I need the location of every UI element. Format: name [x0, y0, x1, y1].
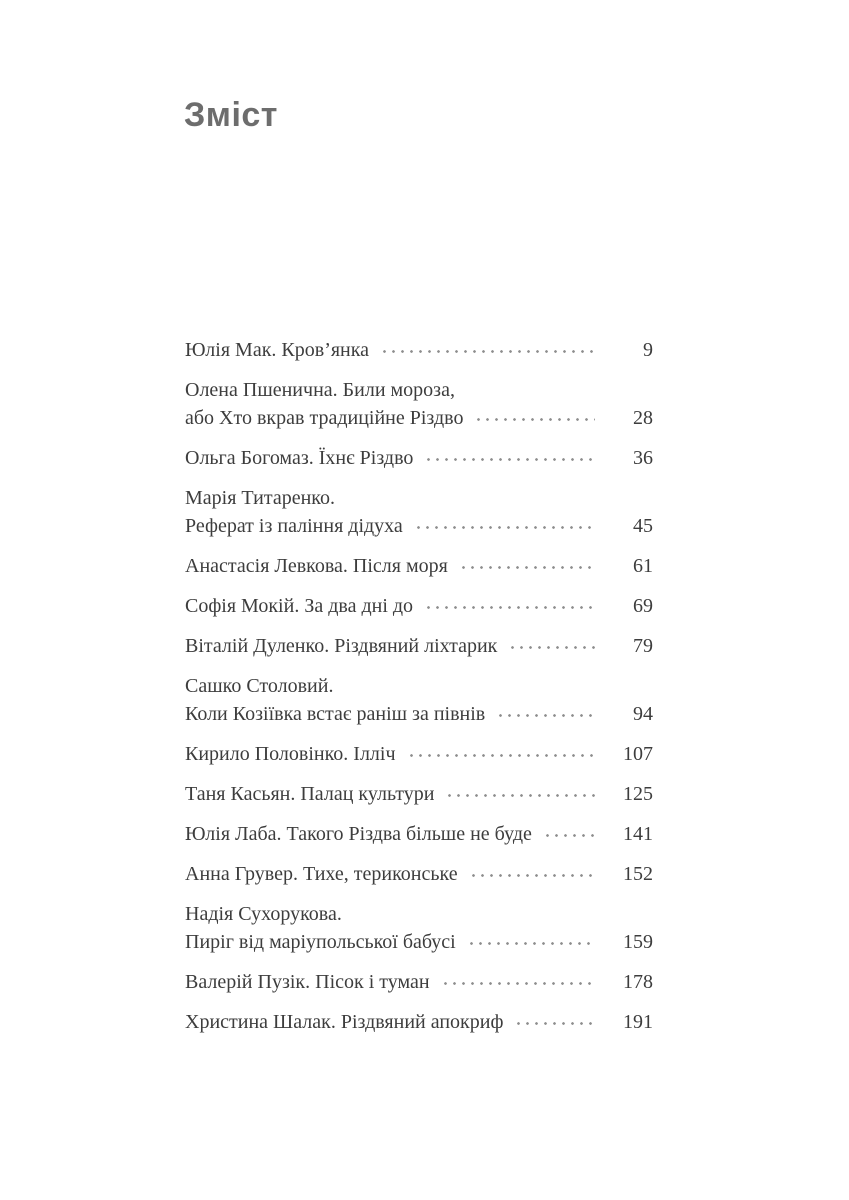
toc-entry-line: [185, 780, 653, 808]
toc-entry-text: Реферат із паління дідуха: [185, 515, 403, 537]
dot-leader: [444, 982, 595, 985]
toc-entry-text: Надія Сухорукова.: [185, 903, 342, 925]
toc-entry: [185, 780, 653, 808]
toc-entry-line: [185, 928, 653, 956]
toc-entry-text: Христина Шалак. Різдвяний апокриф: [185, 1011, 504, 1033]
toc-entry: [185, 632, 653, 660]
dot-leader: [427, 458, 595, 461]
page-number: 141: [623, 823, 653, 845]
dot-leader: [410, 754, 595, 757]
dot-leader: [448, 794, 595, 797]
page-title: Зміст: [184, 96, 278, 134]
page-number: 178: [623, 971, 653, 993]
page-number: 69: [633, 595, 653, 617]
table-of-contents: [185, 336, 653, 1048]
dot-leader: [477, 418, 595, 421]
toc-entry-line: [185, 404, 653, 432]
toc-entry-line: [185, 860, 653, 888]
toc-entry-line: [185, 552, 653, 580]
page-number: 125: [623, 783, 653, 805]
toc-entry: [185, 1008, 653, 1036]
toc-entry: [185, 900, 653, 956]
toc-entry-line: [185, 484, 653, 512]
toc-entry-text: Таня Касьян. Палац культури: [185, 783, 435, 805]
toc-entry-line: [185, 968, 653, 996]
toc-entry-line: [185, 336, 653, 364]
toc-entry-text: Анастасія Левкова. Після моря: [185, 555, 448, 577]
toc-entry-line: [185, 592, 653, 620]
toc-entry-line: [185, 900, 653, 928]
toc-entry: [185, 336, 653, 364]
toc-entry-text: Валерій Пузік. Пісок і туман: [185, 971, 430, 993]
toc-entry: [185, 968, 653, 996]
page-number: 152: [623, 863, 653, 885]
toc-entry-text: Пиріг від маріупольської бабусі: [185, 931, 456, 953]
toc-entry-text: або Хто вкрав традиційне Різдво: [185, 407, 464, 429]
toc-entry: [185, 592, 653, 620]
toc-entry: [185, 820, 653, 848]
dot-leader: [546, 834, 595, 837]
page-number: 107: [623, 743, 653, 765]
dot-leader: [517, 1022, 595, 1025]
toc-entry-text: Коли Козіївка встає раніш за півнів: [185, 703, 486, 725]
toc-entry-text: Юлія Лаба. Такого Різдва більше не буде: [185, 823, 532, 845]
toc-entry: [185, 484, 653, 540]
page-number: 94: [633, 703, 653, 725]
page-number: 36: [633, 447, 653, 469]
toc-entry-text: Юлія Мак. Кров’янка: [185, 339, 370, 361]
toc-entry-text: Сашко Столовий.: [185, 675, 334, 697]
toc-entry-line: [185, 512, 653, 540]
dot-leader: [511, 646, 595, 649]
dot-leader: [462, 566, 595, 569]
toc-entry-text: Софія Мокій. За два дні до: [185, 595, 414, 617]
page-number: 45: [633, 515, 653, 537]
dot-leader: [499, 714, 595, 717]
toc-entry-text: Марія Титаренко.: [185, 487, 335, 509]
toc-entry-text: Кирило Половінко. Ілліч: [185, 743, 396, 765]
dot-leader: [383, 350, 595, 353]
toc-entry: [185, 740, 653, 768]
dot-leader: [427, 606, 595, 609]
toc-entry: [185, 444, 653, 472]
dot-leader: [417, 526, 595, 529]
page-number: 28: [633, 407, 653, 429]
toc-entry-text: Анна Грувер. Тихе, териконське: [185, 863, 458, 885]
page-number: 61: [633, 555, 653, 577]
toc-entry: [185, 672, 653, 728]
dot-leader: [470, 942, 595, 945]
toc-entry-text: Віталій Дуленко. Різдвяний ліхтарик: [185, 635, 498, 657]
toc-entry-line: [185, 820, 653, 848]
page-number: 159: [623, 931, 653, 953]
toc-entry-line: [185, 672, 653, 700]
toc-entry-line: [185, 444, 653, 472]
toc-entry-line: [185, 632, 653, 660]
page-number: 79: [633, 635, 653, 657]
toc-entry: [185, 376, 653, 432]
page-number: 191: [623, 1011, 653, 1033]
toc-entry: [185, 860, 653, 888]
toc-entry-line: [185, 376, 653, 404]
page-number: 9: [643, 339, 653, 361]
toc-entry-text: Олена Пшенична. Били мороза,: [185, 379, 455, 401]
dot-leader: [472, 874, 595, 877]
toc-entry-line: [185, 700, 653, 728]
toc-entry-text: Ольга Богомаз. Їхнє Різдво: [185, 447, 414, 469]
toc-entry: [185, 552, 653, 580]
toc-entry-line: [185, 740, 653, 768]
toc-entry-line: [185, 1008, 653, 1036]
